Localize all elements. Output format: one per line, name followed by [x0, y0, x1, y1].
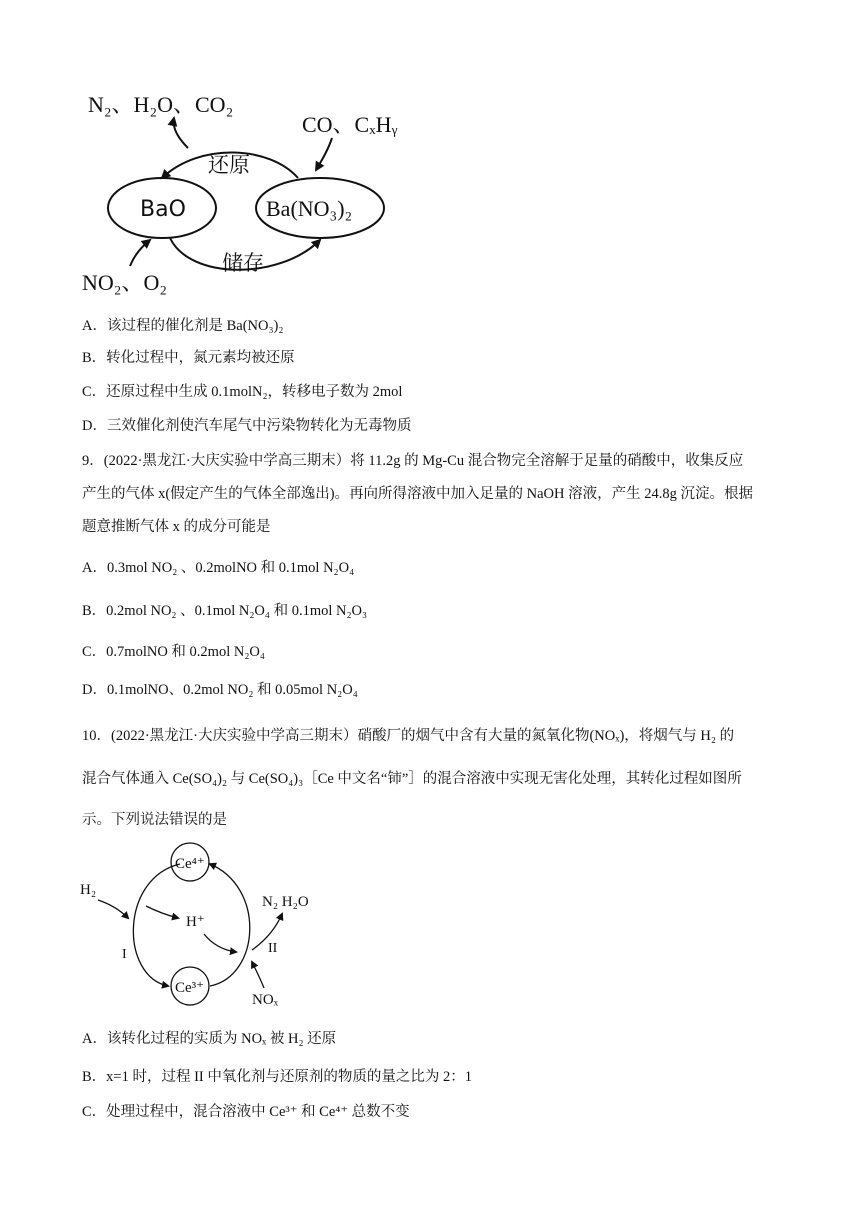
- diagram1-top-right-reactants: CO、CₓHᵧ: [302, 112, 398, 137]
- diagram2-products: N₂ H₂O: [262, 894, 309, 910]
- q9-stem-line2: 产生的气体 x(假定产生的气体全部逸出)。再向所得溶液中加入足量的 NaOH 溶液，产生 24.8g 沉淀。根据: [82, 486, 754, 502]
- reactants-arrow: [316, 138, 332, 170]
- diagram1-node-left: BaO: [140, 197, 186, 222]
- ba-cycle-diagram: [70, 80, 430, 300]
- q10-stem-line3: 示。下列说法错误的是: [82, 812, 227, 828]
- diagram1-top-left-products: N₂、H₂O、CO₂: [88, 92, 234, 117]
- hplus-out-arrow: [204, 934, 236, 952]
- q10-option-a: A．该转化过程的实质为 NOₓ 被 H₂ 还原: [82, 1031, 337, 1047]
- diagram2-nox: NOₓ: [252, 992, 279, 1008]
- q8-option-d: D．三效催化剂使汽车尾气中污染物转化为无毒物质: [82, 418, 412, 434]
- products-out-arrow: [252, 914, 282, 950]
- q9-option-b: B．0.2mol NO₂ 、0.1mol N₂O₄ 和 0.1mol N₂O₃: [82, 603, 368, 619]
- q9-stem-line1: 9．(2022·黑龙江·大庆实验中学高三期末）将 11.2g 的 Mg-Cu 混合物完全溶解于足量的硝酸中，收集反应: [82, 453, 744, 469]
- q8-option-b: B．转化过程中，氮元素均被还原: [82, 350, 295, 366]
- no2-arrow: [130, 240, 150, 266]
- diagram2-hplus: H⁺: [186, 914, 205, 930]
- cycle-left-arc: [133, 864, 180, 986]
- cycle-right-arc: [210, 864, 250, 986]
- diagram2-h2: H₂: [80, 882, 97, 898]
- q8-option-c: C．还原过程中生成 0.1molN₂，转移电子数为 2mol: [82, 384, 403, 400]
- ce-cycle-diagram: [70, 838, 360, 1018]
- q9-option-d: D．0.1molNO、0.2mol NO₂ 和 0.05mol N₂O₄: [82, 682, 358, 698]
- diagram1-store-label: 储存: [222, 251, 264, 275]
- q10-stem-line1: 10．(2022·黑龙江·大庆实验中学高三期末）硝酸厂的烟气中含有大量的氮氧化物(NOₓ)，将烟气与 H₂ 的: [82, 728, 735, 744]
- nox-in-arrow: [252, 962, 264, 988]
- q10-option-c: C．处理过程中，混合溶液中 Ce³⁺ 和 Ce⁴⁺ 总数不变: [82, 1104, 410, 1120]
- diagram1-bottom-left-reactants: NO₂、O₂: [82, 270, 168, 295]
- hplus-in-arrow: [146, 906, 178, 918]
- q8-option-a: A．该过程的催化剂是 Ba(NO₃)₂: [82, 318, 284, 334]
- q9-option-a: A．0.3mol NO₂ 、0.2molNO 和 0.1mol N₂O₄: [82, 560, 355, 576]
- q10-stem-line2: 混合气体通入 Ce(SO₄)₂ 与 Ce(SO₄)₃［Ce 中文名“铈”］的混合溶液中实现无害化处理，其转化过程如图所: [82, 771, 742, 787]
- diagram1-node-right: Ba(NO₃)₂: [266, 196, 353, 221]
- diagram2-process-1: I: [122, 947, 127, 962]
- products-arrow: [174, 118, 188, 148]
- diagram1-reduce-label: 还原: [208, 153, 250, 177]
- q9-stem-line3: 题意推断气体 x 的成分可能是: [82, 519, 271, 535]
- q9-option-c: C．0.7molNO 和 0.2mol N₂O₄: [82, 644, 265, 660]
- diagram2-process-2: II: [268, 941, 278, 956]
- diagram2-ce3: Ce³⁺: [175, 980, 205, 996]
- h2-arrow: [98, 900, 128, 918]
- q10-option-b: B．x=1 时，过程 II 中氧化剂与还原剂的物质的量之比为 2：1: [82, 1069, 473, 1085]
- diagram2-ce4: Ce⁴⁺: [175, 856, 205, 872]
